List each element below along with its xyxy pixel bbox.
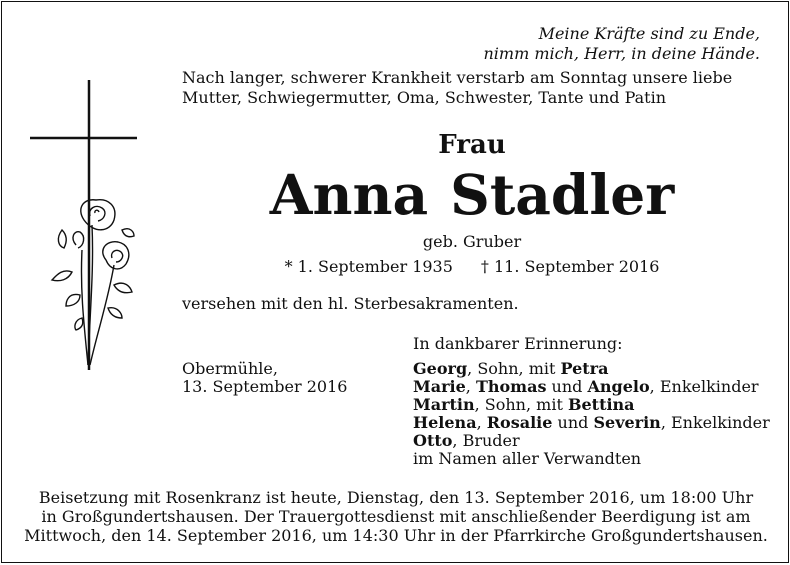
motto-line-2: nimm mich, Herr, in deine Hände. [483,44,760,63]
funeral-details [2,488,790,545]
mourners-list [413,360,770,468]
birth-date: * 1. September 1935 [284,257,453,276]
intro-line-1: Nach langer, schwerer Krankheit verstarb am Sonntag unsere liebe [182,68,733,87]
mourner-name: Bettina [567,395,635,414]
sacraments-text: versehen mit den hl. Sterbesakramenten. [182,294,519,313]
funeral-line-3: Mittwoch, den 14. September 2016, um 14:30 Uhr in der Pfarrkirche Großgundertshausen. [24,526,768,545]
mourner-relation: , Sohn, mit [467,359,561,378]
separator-text: und [552,413,594,432]
mourner-relation: , Bruder [452,431,520,450]
mourner-name: Otto [413,431,453,450]
funeral-line-1: Beisetzung mit Rosenkranz ist heute, Dienstag, den 13. September 2016, um 18:00 Uhr [38,488,754,507]
motto [484,24,761,64]
memory-heading: In dankbarer Erinnerung: [413,334,623,353]
mourner-row: im Namen aller Verwandten [413,449,642,468]
intro-text [182,68,732,108]
intro-line-2: Mutter, Schwiegermutter, Oma, Schwester, Tante und Patin [182,88,667,107]
mourner-relation: , Enkelkinder [660,413,770,432]
separator-text: , [465,377,476,396]
mourner-name: Helena [413,413,477,432]
place-town: Obermühle, [182,359,278,378]
first-name: Anna [269,162,429,227]
cross-with-roses-icon [22,80,137,380]
death-date: † 11. September 2016 [480,257,660,276]
last-name: Stadler [450,162,675,227]
place-and-date [182,360,347,396]
place-date: 13. September 2016 [182,377,348,396]
mourner-name: Petra [560,359,609,378]
mourner-name: Marie [413,377,466,396]
obituary-notice [1,1,789,563]
mourner-row [413,432,770,450]
mourner-name: Thomas [475,377,547,396]
mourner-relation: , Sohn, mit [474,395,568,414]
mourner-relation: , Enkelkinder [649,377,759,396]
mourner-row [413,396,770,414]
mourner-row [413,414,770,432]
mourner-row [413,378,770,396]
funeral-line-2: in Großgundertshausen. Der Trauergottesdienst mit anschließender Beerdigung ist am [41,507,751,526]
separator-text: und [546,377,588,396]
motto-line-1: Meine Kräfte sind zu Ende, [538,24,760,43]
mourner-name: Severin [593,413,661,432]
mourner-name: Angelo [587,377,650,396]
separator-text: , [476,413,487,432]
salutation: Frau [438,130,506,160]
mourner-name: Rosalie [486,413,553,432]
life-dates [2,257,790,276]
mourner-name: Georg [413,359,468,378]
deceased-name [2,162,790,227]
mourner-name: Martin [413,395,475,414]
maiden-name: geb. Gruber [422,232,522,251]
mourner-row [413,360,770,378]
